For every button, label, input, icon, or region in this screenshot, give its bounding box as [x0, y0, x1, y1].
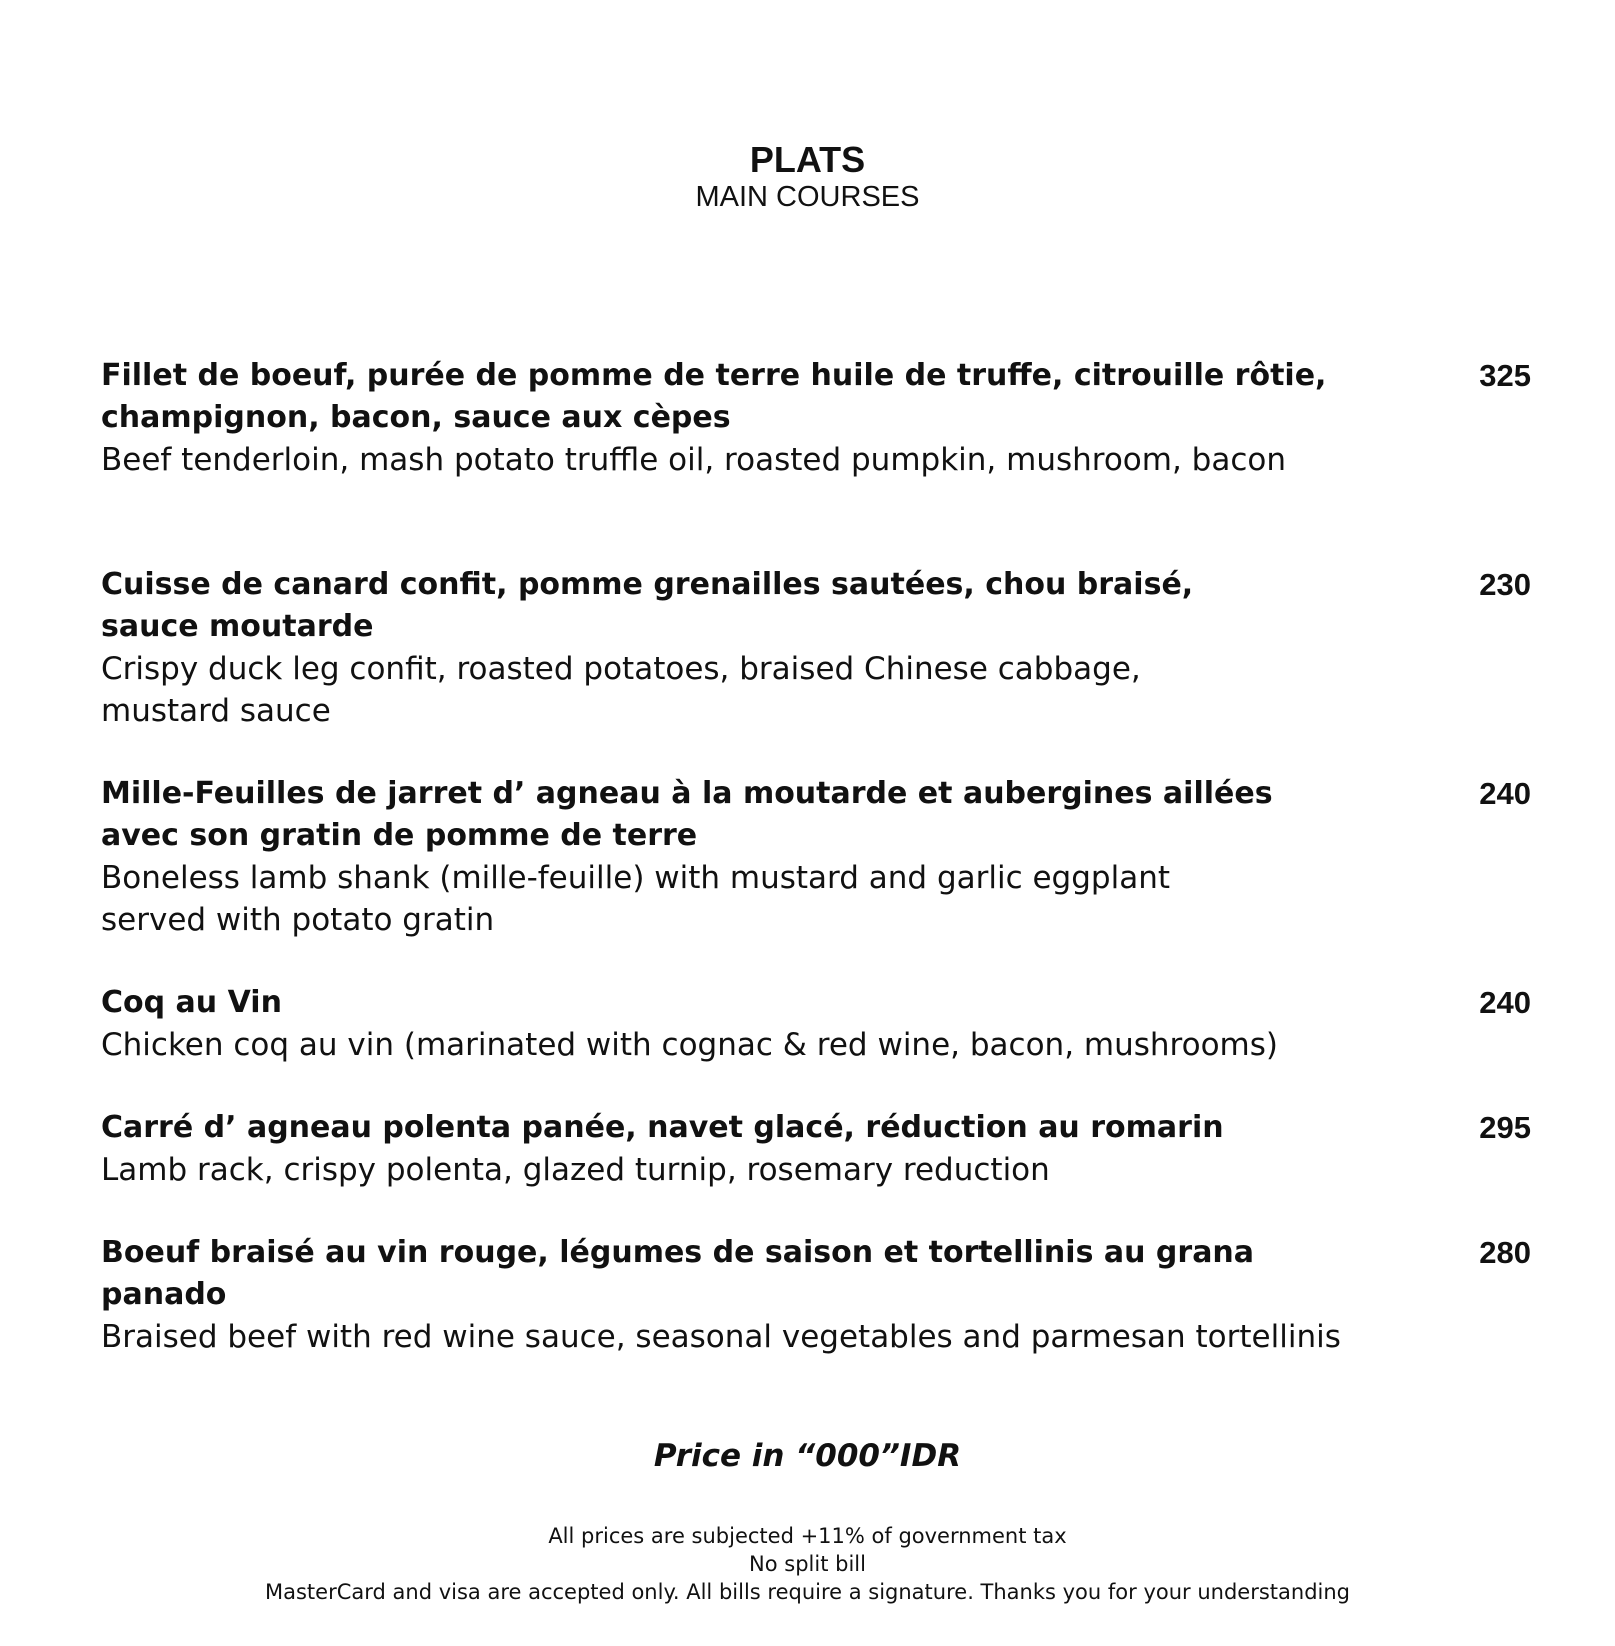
menu-item: [101, 773, 1531, 941]
footer-notes: [0, 1522, 1615, 1606]
split-bill-note: No split bill: [749, 1552, 866, 1576]
dish-price: 230: [1479, 567, 1531, 602]
dish-price: 295: [1479, 1110, 1531, 1145]
dish-price: 240: [1479, 776, 1531, 811]
dish-name-french: Cuisse de canard confit, pomme grenailles sautées, chou braisé, sauce moutarde: [101, 567, 1194, 644]
menu-item: [101, 1232, 1531, 1358]
dish-name-english: Chicken coq au vin (marinated with cognac & red wine, bacon, mushrooms): [101, 1027, 1278, 1063]
dish-name-english: Braised beef with red wine sauce, seasonal vegetables and parmesan tortellinis: [101, 1319, 1341, 1355]
dish-price: 280: [1479, 1235, 1531, 1270]
section-title: PLATS: [749, 139, 866, 180]
payment-note: MasterCard and visa are accepted only. All bills require a signature. Thanks you for your understanding: [265, 1580, 1350, 1604]
dish-name-english: Boneless lamb shank (mille-feuille) with mustard and garlic eggplant served with potato gratin: [101, 860, 1171, 938]
dish-name-english: Lamb rack, crispy polenta, glazed turnip, rosemary reduction: [101, 1152, 1050, 1188]
section-subtitle: MAIN COURSES: [695, 181, 920, 213]
dish-name-french: Boeuf braisé au vin rouge, légumes de saison et tortellinis au grana panado: [101, 1235, 1255, 1312]
dish-price: 325: [1479, 358, 1531, 393]
dish-name-french: Coq au Vin: [101, 985, 282, 1020]
dish-name-english: Beef tenderloin, mash potato truffle oil, roasted pumpkin, mushroom, bacon: [101, 442, 1286, 478]
dish-name-english: Crispy duck leg confit, roasted potatoes, braised Chinese cabbage, mustard sauce: [101, 651, 1141, 729]
dish-price: 240: [1479, 985, 1531, 1020]
dish-name-french: Fillet de boeuf, purée de pomme de terre huile de truffe, citrouille rôtie, champignon, bacon, sauce aux cèpes: [101, 358, 1327, 435]
menu-item: [101, 564, 1531, 732]
price-currency-note: Price in “000”IDR: [653, 1438, 962, 1474]
menu-item: [101, 1107, 1531, 1191]
menu-item: [101, 982, 1531, 1066]
menu-item: [101, 355, 1531, 481]
dish-name-french: Mille-Feuilles de jarret d’ agneau à la moutarde et aubergines aillées avec son gratin de pomme de terre: [101, 776, 1273, 853]
dish-name-french: Carré d’ agneau polenta panée, navet glacé, réduction au romarin: [101, 1110, 1224, 1145]
tax-note: All prices are subjected +11% of government tax: [548, 1524, 1067, 1548]
menu-header: [0, 140, 1615, 214]
